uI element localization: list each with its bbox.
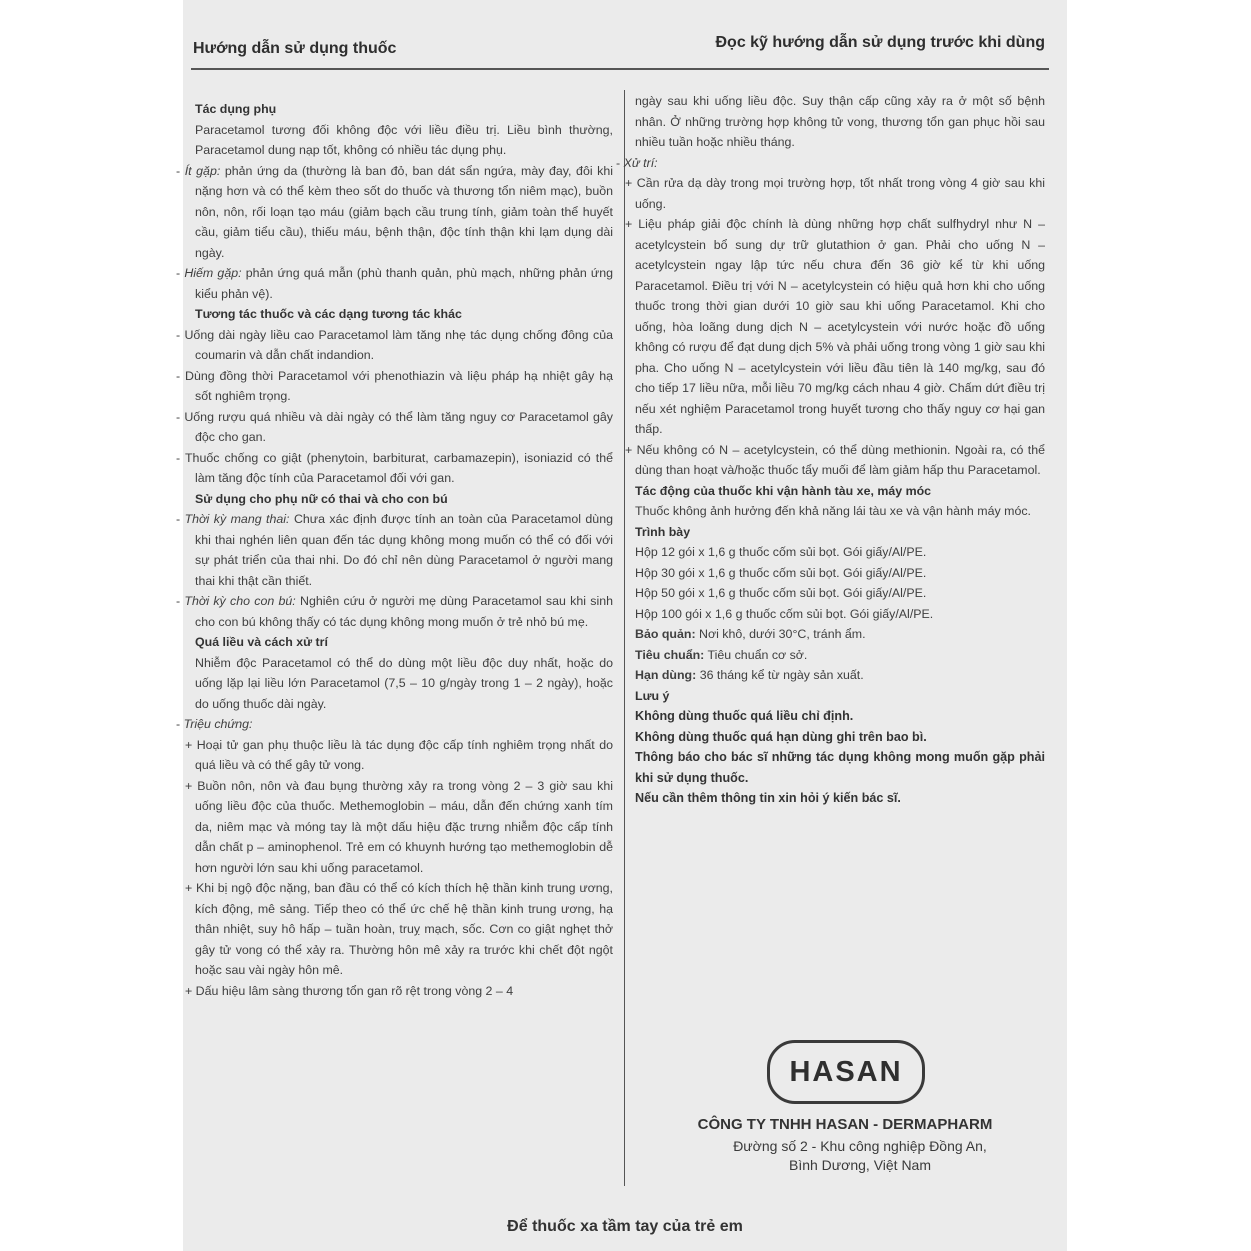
label-rare: Hiếm gặp: [184,266,242,280]
note-item: Không dùng thuốc quá liều chỉ định. [635,709,854,723]
pack-item: Hộp 12 gói x 1,6 g thuốc cốm sủi bọt. Gói giấy/Al/PE. [635,545,927,559]
label-pregnancy: Thời kỳ mang thai: [184,512,290,526]
side-effects-intro: Paracetamol tương đối không độc với liều điều trị. Liều bình thường, Paracetamol dung nạp tốt, không có nhiều tác dụng phụ. [195,122,613,157]
treatment-item: + Cần rửa dạ dày trong mọi trường hợp, tốt nhất trong vòng 4 giờ sau khi uống. [625,176,1045,211]
header-left-title: Hướng dẫn sử dụng thuốc [193,40,397,57]
note-item: Không dùng thuốc quá hạn dùng ghi trên bao bì. [635,729,927,744]
driving-text: Thuốc không ảnh hưởng đến khả năng lái tàu xe và vận hành máy móc. [635,504,1031,518]
overdose-intro: Nhiễm độc Paracetamol có thể do dùng một liều độc duy nhất, hoặc do uống lặp lại liều lớn Paracetamol (7,5 – 10 g/ngày trong 1 – 2 ngày), hoặc do uống thuốc dài ngày. [195,655,613,711]
interaction-item: - Uống rượu quá nhiều và dài ngày có thể làm tăng nguy cơ Paracetamol gây độc cho gan. [176,409,613,444]
treatment-item: + Nếu không có N – acetylcystein, có thể dùng methionin. Ngoài ra, có thể dùng than hoạt và/hoặc thuốc tẩy muối để làm giảm hấp thu Paracetamol. [625,442,1045,477]
header-divider [191,68,1049,70]
note-item: Thông báo cho bác sĩ những tác dụng không mong muốn gặp phải khi sử dụng thuốc. [635,750,1045,785]
section-title-driving: Tác động của thuốc khi vận hành tàu xe, máy móc [635,483,932,498]
section-title-interactions: Tương tác thuốc và các dạng tương tác khác [195,307,462,321]
section-title-side-effects: Tác dụng phụ [195,102,277,116]
expiry-value: 36 tháng kể từ ngày sản xuất. [696,668,864,682]
text-breastfeeding: Nghiên cứu ở người mẹ dùng Paracetamol sau khi sinh cho con bú không thấy có tác dụng không mong muốn ở trẻ nhỏ bú mẹ. [195,594,613,629]
interaction-text: Dùng đồng thời Paracetamol với phenothiazin và liệu pháp hạ nhiệt gây hạ sốt nghiêm trọng. [185,368,613,403]
right-column [616,91,1045,809]
interaction-text: Uống rượu quá nhiều và dài ngày có thể làm tăng nguy cơ Paracetamol gây độc cho gan. [184,409,613,444]
pack-item: Hộp 30 gói x 1,6 g thuốc cốm sủi bọt. Gói giấy/Al/PE. [635,565,927,580]
label-breastfeeding: Thời kỳ cho con bú: [184,594,296,608]
storage-line [635,624,1045,645]
symptom-item: + Buồn nôn, nôn và đau bụng thường xảy ra trong vòng 2 – 3 giờ sau khi uống liều độc của thuốc. Methemoglobin – máu, dẫn đến chứng xanh tím da, niêm mạc và móng tay là một dấu hiệu đặc trưng nhiễm độc cấp tính dẫn chất p – aminophenol. Trẻ em có khuynh hướng tạo methemoglobin dễ hơn người lớn sau khi uống paracetamol. [185,778,613,875]
text-uncommon: phản ứng da (thường là ban đỏ, ban dát sẩn ngứa, mày đay, đôi khi nặng hơn và có thể kèm theo sốt do thuốc và thương tổn niêm mạc), buồn nôn, nôn, rối loạn tạo máu (giảm bạch cầu trung tính, giảm toàn thể huyết cầu, giảm tiểu cầu), thiếu máu, bệnh thận, độc tính thận khi lạm dụng dài ngày. [195,163,613,260]
symptom-item: + Khi bị ngộ độc nặng, ban đầu có thể có kích thích hệ thần kinh trung ương, kích động, mê sảng. Tiếp theo có thể ức chế hệ thần kinh trung ương, hạ thân nhiệt, suy hô hấp – tuần hoàn, truỵ mạch, sốc. Cơn co giật nghẹt thở gây tử vong có thể xảy ra. Thường hôn mê xảy ra trước khi chết đột ngột hoặc sau vài ngày hôn mê. [185,881,613,977]
label-uncommon: Ít gặp: [184,163,221,178]
company-name: CÔNG TY TNHH HASAN - DERMAPHARM [697,1116,993,1133]
standard-value: Tiêu chuẩn cơ sở. [704,647,808,662]
company-address-line-1: Đường số 2 - Khu công nghiệp Đồng An, [733,1138,987,1154]
footer-warning: Để thuốc xa tầm tay của trẻ em [507,1218,743,1235]
text-rare: phản ứng quá mẫn (phù thanh quản, phù mạch, những phản ứng kiểu phản vệ). [195,266,613,301]
text-pregnancy: Chưa xác định được tính an toàn của Paracetamol dùng khi thai nghén liên quan đến tác dụng không mong muốn có thể có đối với sự phát triển của thai nhi. Do đó chỉ nên dùng Paracetamol ở người mang thai khi thật cần thiết. [195,512,613,588]
section-title-note: Lưu ý [635,688,670,703]
section-title-pregnancy: Sử dụng cho phụ nữ có thai và cho con bú [195,491,448,506]
interaction-item: - Thuốc chống co giật (phenytoin, barbiturat, carbamazepin), isoniazid có thể làm tăng độc tính của Paracetamol đối với gan. [176,450,613,485]
left-column [176,99,613,1001]
section-title-presentation: Trình bày [635,524,691,539]
side-effects-rare: - Hiếm gặp: phản ứng quá mẫn (phù thanh quản, phù mạch, những phản ứng kiểu phản vệ). [176,266,613,301]
treatment-label-line: - Xử trí: [616,155,658,170]
symptom-item: + Hoại tử gan phụ thuộc liều là tác dụng độc cấp tính nghiêm trọng nhất do quá liều và có thể gây tử vong. [185,737,613,772]
label-treatment: Xử trí: [623,155,658,170]
symptoms-label-line: - Triệu chứng: [176,717,253,731]
interaction-text: Uống dài ngày liều cao Paracetamol làm tăng nhẹ tác dụng chống đông của coumarin và dẫn chất indandion. [184,327,613,362]
header-right-title: Đọc kỹ hướng dẫn sử dụng trước khi dùng [715,34,1045,51]
hasan-logo [767,1040,925,1104]
symptom-item: + Dấu hiệu lâm sàng thương tổn gan rõ rệt trong vòng 2 – 4 [185,983,514,998]
pregnancy-item: - Thời kỳ mang thai: Chưa xác định được tính an toàn của Paracetamol dùng khi thai nghén liên quan đến tác dụng không mong muốn có thể có đối với sự phát triển của thai nhi. Do đó chỉ nên dùng Paracetamol ở người mang thai khi thật cần thiết. [176,512,613,588]
interaction-item: - Uống dài ngày liều cao Paracetamol làm tăng nhẹ tác dụng chống đông của coumarin và dẫn chất indandion. [176,327,613,362]
company-address-line-2: Bình Dương, Việt Nam [788,1157,932,1173]
label-symptoms: Triệu chứng: [183,717,253,731]
logo-text: HASAN [789,1055,903,1088]
expiry-label: Hạn dùng: [635,668,697,682]
storage-value: Nơi khô, dưới 30°C, tránh ẩm. [695,627,866,641]
expiry-line [635,665,1045,686]
note-item: Nếu cần thêm thông tin xin hỏi ý kiến bác sĩ. [635,791,901,805]
leaflet-sheet [176,0,1067,1251]
standard-label: Tiêu chuẩn: [635,647,705,662]
section-title-overdose: Quá liều và cách xử trí [195,635,328,649]
pack-item: Hộp 100 gói x 1,6 g thuốc cốm sủi bọt. Gói giấy/Al/PE. [635,606,934,621]
pack-item: Hộp 50 gói x 1,6 g thuốc cốm sủi bọt. Gói giấy/Al/PE. [635,586,927,600]
breastfeeding-item: - Thời kỳ cho con bú: Nghiên cứu ở người mẹ dùng Paracetamol sau khi sinh cho con bú không thấy có tác dụng không mong muốn ở trẻ nhỏ bú mẹ. [176,594,613,629]
treatment-item: + Liệu pháp giải độc chính là dùng những hợp chất sulfhydryl như N – acetylcystein bổ sung dự trữ glutathion ở gan. Phải cho uống N – acetylcystein ngay lập tức nếu chưa đến 36 giờ kể từ khi uống Paracetamol. Điều trị với N – acetylcystein có hiệu quả hơn khi cho uống thuốc trong thời gian dưới 10 giờ sau khi uống Paracetamol. Khi cho uống, hòa loãng dung dịch N – acetylcystein với nước hoặc đồ uống không có rượu để đạt dung dịch 5% và phải uống trong vòng 1 giờ sau khi pha. Cho uống N – acetylcystein với liều đầu tiên là 140 mg/kg, sau đó cho tiếp 17 liều nữa, mỗi liều 70 mg/kg cách nhau 4 giờ. Chấm dứt điều trị nếu xét nghiệm Paracetamol trong huyết tương cho thấy nguy cơ hại gan thấp. [625,217,1045,436]
overdose-continued: ngày sau khi uống liều độc. Suy thận cấp cũng xảy ra ở một số bệnh nhân. Ở những trường hợp không tử vong, thương tổn gan phục hồi sau nhiều tuần hoặc nhiều tháng. [635,94,1045,149]
storage-label: Bảo quản: [635,627,696,641]
column-divider [624,90,625,1186]
interaction-item: - Dùng đồng thời Paracetamol với phenothiazin và liệu pháp hạ nhiệt gây hạ sốt nghiêm trọng. [176,368,613,403]
side-effects-uncommon: - Ít gặp: phản ứng da (thường là ban đỏ, ban dát sẩn ngứa, mày đay, đôi khi nặng hơn và có thể kèm theo sốt do thuốc và thương tổn niêm mạc), buồn nôn, nôn, rối loạn tạo máu (giảm bạch cầu trung tính, giảm toàn thể huyết cầu, giảm tiểu cầu), thiếu máu, bệnh thận, độc tính thận khi lạm dụng dài ngày. [176,163,613,260]
interaction-text: Thuốc chống co giật (phenytoin, barbiturat, carbamazepin), isoniazid có thể làm tăng độc tính của Paracetamol đối với gan. [184,450,613,485]
standard-line [635,645,1045,666]
